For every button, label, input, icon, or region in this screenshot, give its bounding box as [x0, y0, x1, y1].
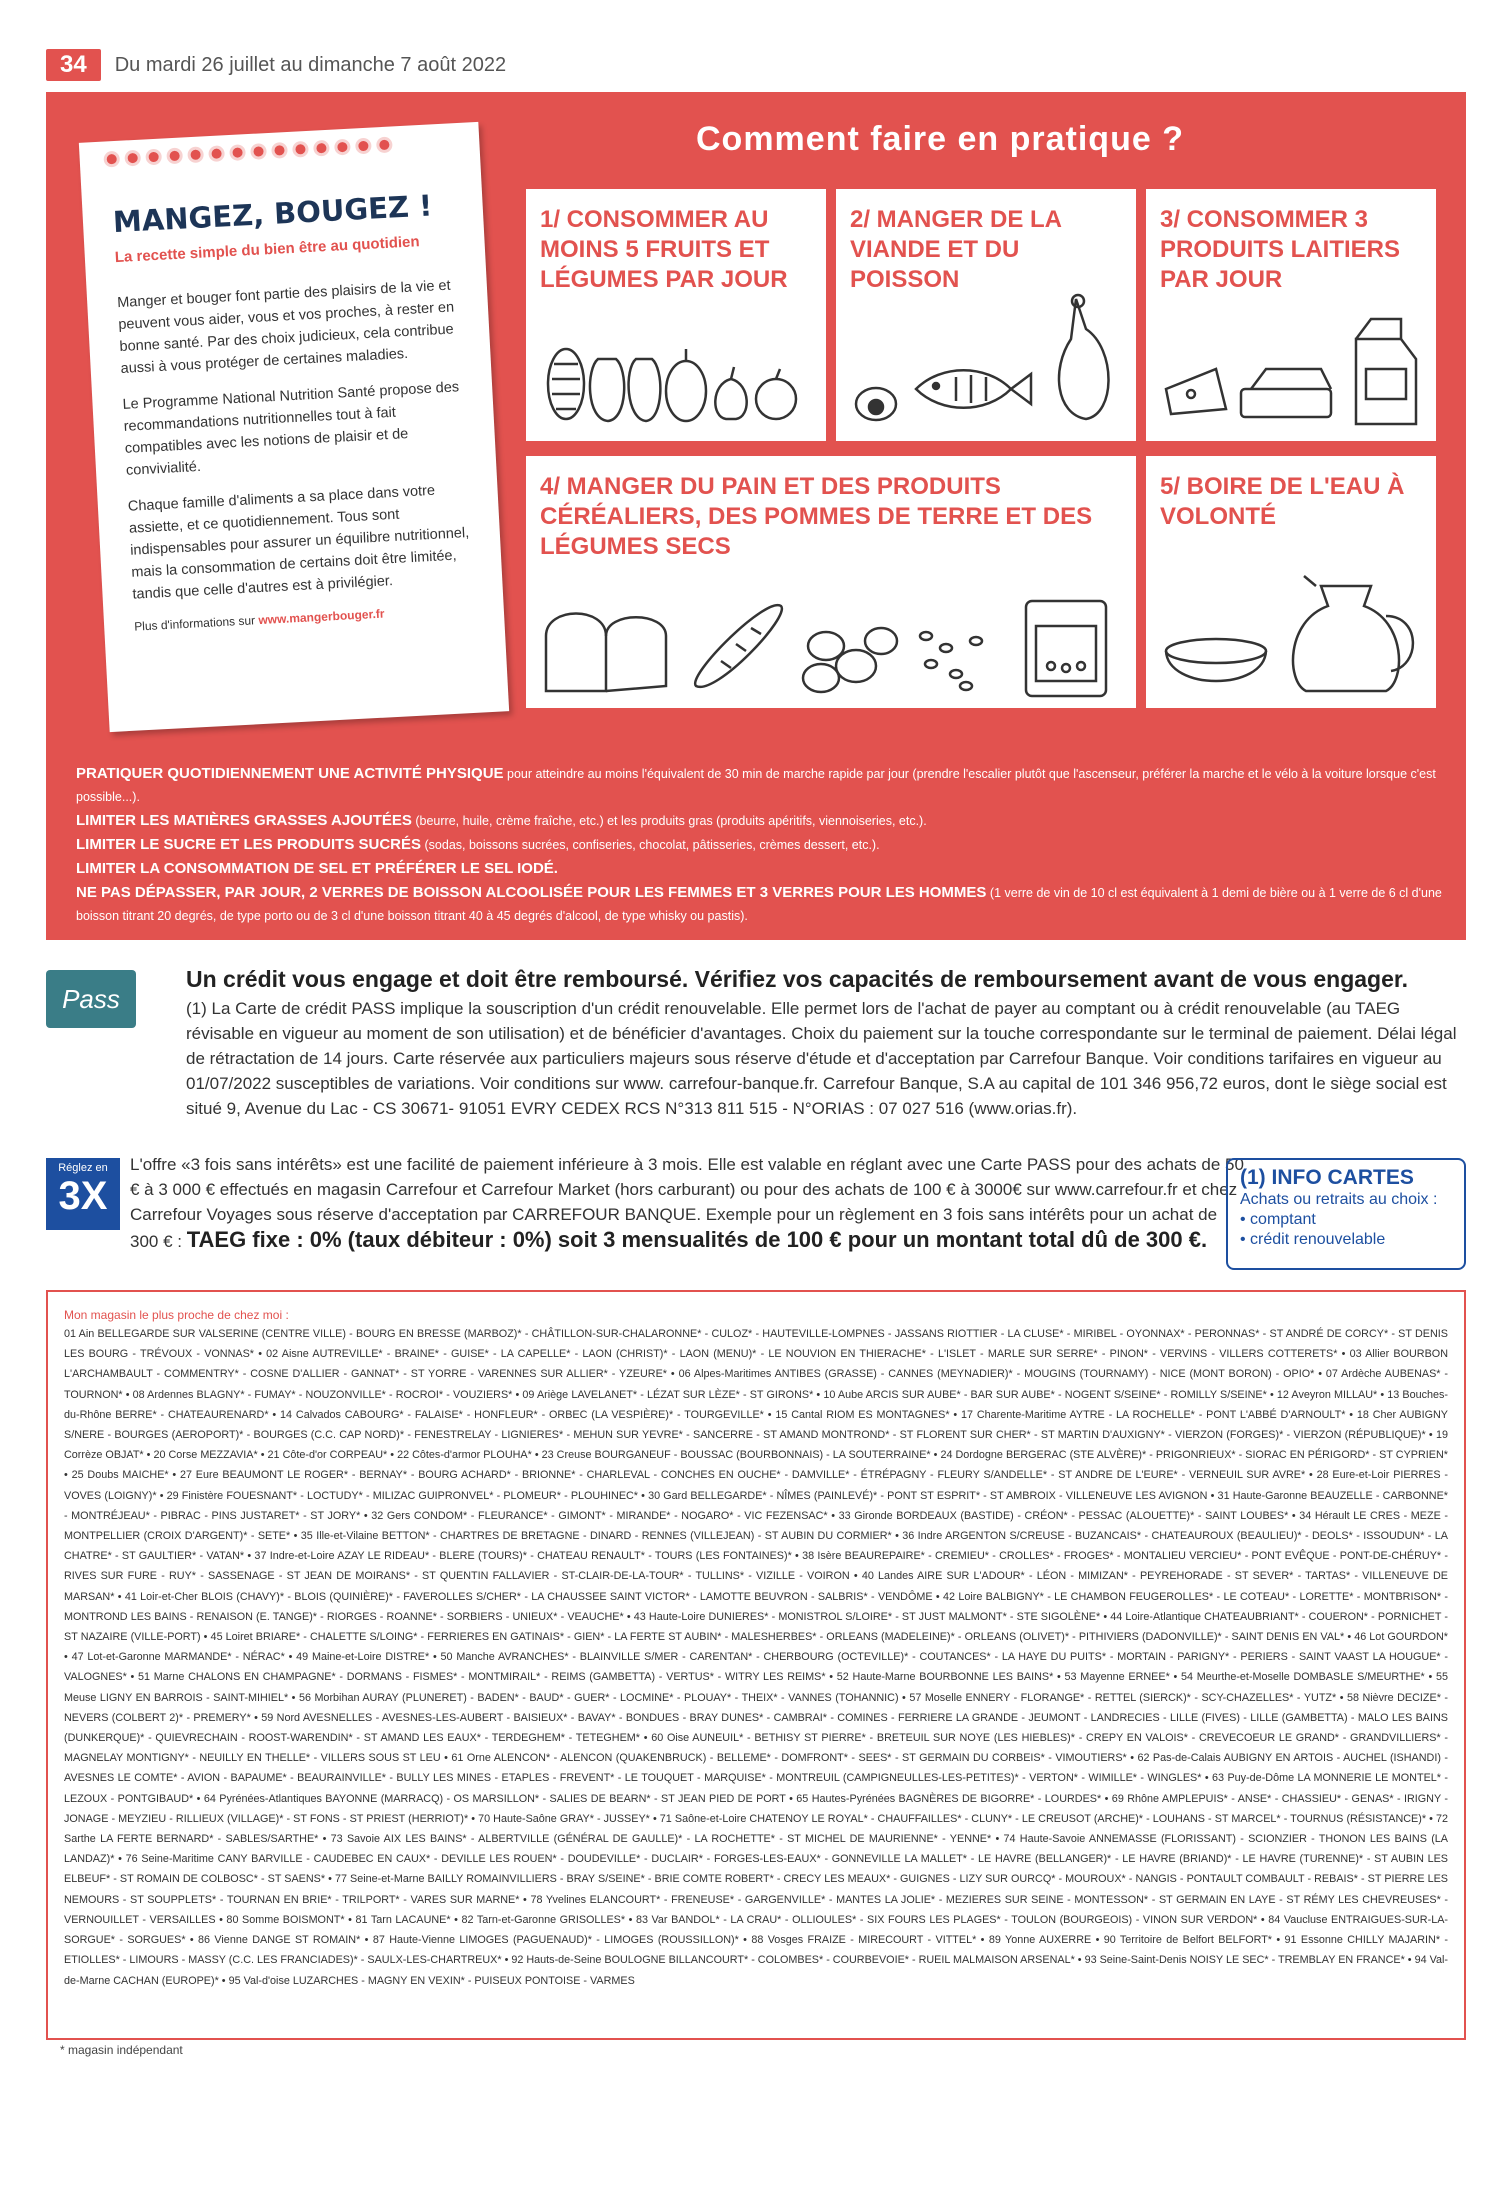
- food-box-bread-cereals: [526, 456, 1136, 708]
- stores-box: [46, 1290, 1466, 2040]
- three-x-taeg: TAEG fixe : 0% (taux débiteur : 0%) soit 3 mensualités de 100 € pour un montant total dû de 300 €.: [186, 1227, 1208, 1252]
- info-cards-box: [1226, 1158, 1466, 1270]
- bread-cereals-icon: [536, 586, 1126, 701]
- three-x-badge: Réglez en 3X: [46, 1158, 120, 1230]
- info-cards-line: Achats ou retraits au choix :: [1240, 1191, 1438, 1208]
- credit-legal-text: (1) La Carte de crédit PASS implique la souscription d'un crédit renouvelable. Elle permet lors de l'achat de payer au comptant ou à crédit renouvelable (au TAEG révisable en vigueur au moment de son utilisation) et de bénéficier d'avantages. Choix du paiement sur la touche correspondante sur le terminal de paiement. Délai légal de rétractation de 14 jours. Carte réservée aux particuliers majeurs sous réserve d'étude et d'acceptation par Carrefour Banque. Voir conditions tarifaires en vigueur au 01/07/2022 susceptibles de variations. Voir conditions sur www. carrefour-banque.fr. Carrefour Banque, S.A au capital de 101 346 956,72 euros, dont le siège social est situé 9, Avenue du Lac - CS 30671- 91051 EVRY CEDEX RCS N°313 811 515 - N°ORIAS : 07 027 516 (www.orias.fr).: [186, 999, 1457, 1118]
- page-number: 34: [46, 49, 101, 81]
- food-box-meat-fish: [836, 189, 1136, 441]
- food-box-title: 2/ MANGER DE LA VIANDE ET DU POISSON: [850, 206, 1062, 293]
- practice-title: Comment faire en pratique ?: [696, 120, 1184, 158]
- info-cards-line: • comptant: [1240, 1211, 1316, 1228]
- food-box-title: 1/ CONSOMMER AU MOINS 5 FRUITS ET LÉGUMES PAR JOUR: [540, 206, 788, 293]
- water-jug-icon: [1156, 566, 1426, 701]
- credit-headline: Un crédit vous engage et doit être remboursé. Vérifiez vos capacités de remboursement avant de vous engager.: [186, 966, 1408, 992]
- food-box-fruits-vegetables: [526, 189, 826, 441]
- notepad-paragraph: Le Programme National Nutrition Santé propose des recommandations nutritionnelles tout à fait compatibles avec les notions de plaisir et de convivialité.: [122, 379, 460, 479]
- date-range: Du mardi 26 juillet au dimanche 7 août 2022: [114, 53, 507, 76]
- notepad-paragraph: Manger et bouger font partie des plaisirs de la vie et peuvent vous aider, vous et vos proches, à rester en bonne santé. Par des choix judicieux, cela contribue aussi à vous protéger de certaines maladies.: [116, 277, 455, 377]
- nutrition-panel: [46, 92, 1466, 940]
- food-box-dairy: [1146, 189, 1436, 441]
- notepad-title: MANGEZ, BOUGEZ !: [112, 188, 434, 240]
- mangerbouger-link[interactable]: www.mangerbouger.fr: [258, 606, 385, 628]
- notepad-subtitle: La recette simple du bien être au quotidien: [114, 233, 420, 267]
- advice-item: LIMITER LA CONSOMMATION DE SEL ET PRÉFÉRER LE SEL IODÉ.: [76, 860, 558, 877]
- independent-store-note: * magasin indépendant: [60, 2043, 183, 2057]
- food-box-water: [1146, 456, 1436, 708]
- advice-item: PRATIQUER QUOTIDIENNEMENT UNE ACTIVITÉ PHYSIQUE pour atteindre au moins l'équivalent de 30 min de marche rapide par jour (prendre l'escalier plutôt que l'ascenseur, préférer la marche et le vélo à la voiture lorsque c'est possible...).: [76, 765, 1436, 804]
- three-x-text: L'offre «3 fois sans intérêts» est une facilité de paiement inférieure à 3 mois. Elle est valable en réglant avec une Carte PASS pour des achats de 50 € à 3 000 € effectués en magasin Carrefour et Carrefour Market (hors carburant) ou pour des achats de 100 € à 3000€ sur www.carrefour.fr et chez Carrefour Voyages sous réserve d'acceptation par CARREFOUR BANQUE. Exemple pour un règlement en 3 fois sans intérêts pour un achat de 300 € : TAEG fixe : 0% (taux débiteur : 0%) soit 3 mensualités de 100 € pour un montant total dû de 300 €.: [130, 1155, 1244, 1252]
- notepad-card: [79, 122, 509, 732]
- advice-item: LIMITER LE SUCRE ET LES PRODUITS SUCRÉS (sodas, boissons sucrées, confiseries, chocolat, pâtisseries, crèmes dessert, etc.).: [76, 836, 880, 853]
- pass-card-logo: Pass: [46, 970, 136, 1028]
- three-x-section: [46, 1152, 1466, 1272]
- stores-title: Mon magasin le plus proche de chez moi :: [64, 1308, 289, 1322]
- food-box-title: 4/ MANGER DU PAIN ET DES PRODUITS CÉRÉALIERS, DES POMMES DE TERRE ET DES LÉGUMES SECS: [540, 473, 1093, 560]
- more-info: Plus d'informations sur www.mangerbouger.fr: [133, 606, 385, 634]
- dairy-icon: [1156, 299, 1426, 429]
- meat-fish-icon: [846, 289, 1126, 429]
- fruits-vegetables-icon: [536, 329, 816, 429]
- food-box-title: 5/ BOIRE DE L'EAU À VOLONTÉ: [1160, 473, 1405, 530]
- stores-list: 01 Ain BELLEGARDE SUR VALSERINE (CENTRE VILLE) - BOURG EN BRESSE (MARBOZ)* - CHÂTILLON-SUR-CHALARONNE* - CULOZ* - HAUTEVILLE-LOMPNES - JASSANS RIOTTIER - LA CLUSE* - MIRIBEL - OYONNAX* - PERONNAS* - ST ANDRÉ DE CORCY* - ST DENIS LES BOURG - TRÉVOUX - VONNAS* • 02 Aisne AUTREVILLE* - BRAINE* - GUISE* - LA CAPELLE* - LAON (CHRIST)* - LAON (MENU)* - LE NOUVION EN THIERACHE* - L'ISLET - MARLE SUR SERRE* - PINON* - VERVINS - VILLERS COTTERETS* • 03 Allier BOURBON L'ARCHAMBAULT - COMMENTRY* - COSNE D'ALLIER - GANNAT* - ST YORRE - VARENNES SUR ALLIER* - YZEURE* • 06 Alpes-Maritimes ANTIBES (GRASSE) - CANNES (MEYNADIER)* - MOUGINS (TOURNAMY) - NICE (MONT BORON) - OPIO* • 07 Ardèche AUBENAS* - TOURNON* • 08 Ardennes BLAGNY* - FUMAY* - NOUZONVILLE* - ROCROI* - VOUZIERS* • 09 Ariège LAVELANET* - LÉZAT SUR LÈZE* - ST GIRONS* • 10 Aube ARCIS SUR AUBE* - BAR SUR AUBE* - NOGENT S/SEINE* - ROMILLY S/SEINE* • 12 Aveyron MILLAU* • 13 Bouches-du-Rhône BERRE* - CHATEAURENARD* • 14 Calvados CABOURG* - FALAISE* - HONFLEUR* - ORBEC (LA VESPIÈRE)* - TOURGEVILLE* • 15 Cantal RIOM ES MONTAGNES* • 17 Charente-Maritime AYTRE - LA ROCHELLE* - PONT L'ABBÉ D'ARNOULT* • 18 Cher AUBIGNY S/NERE - BOURGES (AEROPORT)* - BOURGES (C.C. CAP NORD)* - FENESTRELAY - LIGNIERES* - MEHUN SUR YEVRE* - SANCERRE - ST AMAND MONTROND* - ST FLORENT SUR CHER* - ST MARTIN D'AUXIGNY* - VIERZON (FORGES)* - VIERZON (RÉPUBLIQUE)* • 19 Corrèze OBJAT* • 20 Corse MEZZAVIA* • 21 Côte-d'or CORPEAU* • 22 Côtes-d'armor PLOUHA* • 23 Creuse BOURGANEUF - BOUSSAC (BOURBONNAIS) - LA SOUTERRAINE* • 24 Dordogne BERGERAC (STE ALVÈRE)* - PRIGONRIEUX* - SIORAC EN PÉRIGORD* - ST CYPRIEN* • 25 Doubs MAICHE* • 27 Eure BEAUMONT LE ROGER* - BERNAY* - BOURG ACHARD* - BRIONNE* - CHARLEVAL - CONCHES EN OUCHE* - DAMVILLE* - ÉTRÉPAGNY - FLEURY S/ANDELLE* - ST ANDRE DE L'EURE* - VERNEUIL SUR AVRE* • 28 Eure-et-Loir PIERRES - VOVES (LOIGNY)* • 29 Finistère FOUESNANT* - LOCTUDY* - MILIZAC GUIPRONVEL* - PLOMEUR* - PLOUHINEC* • 30 Gard BELLEGARDE* - NÎMES (PAINLEVÉ)* - PONT ST ESPRIT* - ST AMBROIX - VILLENEUVE LES AVIGNON • 31 Haute-Garonne BEAUZELLE - CARBONNE* - MONTRÉJEAU* - PIBRAC - PINS JUSTARET* - ST JORY* • 32 Gers CONDOM* - FLEURANCE* - GIMONT* - MIRANDE* - NOGARO* - VIC FEZENSAC* • 33 Gironde BORDEAUX (BASTIDE) - CRÉON* - PESSAC (ALOUETTE)* - SAINT LOUBES* • 34 Hérault LE CRES - MEZE - MONTPELLIER (CROIX D'ARGENT)* - SETE* • 35 Ille-et-Vilaine BETTON* - CHARTRES DE BRETAGNE - DINARD - RENNES (VILLEJEAN) - ST AUBIN DU CORMIER* • 36 Indre ARGENTON S/CREUSE - BUZANCAIS* - CHATEAUROUX (BEAULIEU)* - DEOLS* - ISSOUDUN* - LA CHATRE* - ST GAULTIER* - VATAN* • 37 Indre-et-Loire AZAY LE RIDEAU* - BLERE (TOURS)* - CHATEAU RENAULT* - TOURS (LES FONTAINES)* • 38 Isère BEAUREPAIRE* - CREMIEU* - CROLLES* - FROGES* - MONTALIEU VERCIEU* - PONT EVÊQUE - PONT-DE-CHÉRUY* - RIVES SUR FURE - RUY* - SASSENAGE - ST JEAN DE MOIRANS* - ST QUENTIN FALLAVIER - ST-CLAIR-DE-LA-TOUR* - TULLINS* - VIZILLE - VOIRON • 40 Landes AIRE SUR L'ADOUR* - LÉON - MIMIZAN* - PEYREHORADE - ST SEVER* - TARTAS* - VILLENEUVE DE MARSAN* • 41 Loir-et-Cher BLOIS (CHAVY)* - BLOIS (QUINIÈRE)* - FAVEROLLES S/CHER* - LA CHAUSSEE SAINT VICTOR* - LAMOTTE BEUVRON - SALBRIS* - VENDÔME • 42 Loire BALBIGNY* - LE CHAMBON FEUGEROLLES* - LE COTEAU* - LORETTE* - MONTBRISON* - MONTROND LES BAINS - RENAISON (E. TANGE)* - RIORGES - ROANNE* - SORBIERS - UNIEUX* - VEAUCHE* • 43 Haute-Loire DUNIERES* - MONISTROL S/LOIRE* - ST JUST MALMONT* - STE SIGOLÈNE* • 44 Loire-Atlantique CHATEAUBRIANT* - COUERON* - PORNICHET - ST NAZAIRE (VILLE-PORT) • 45 Loiret BRIARE* - CHALETTE S/LOING* - FERRIERES EN GATINAIS* - GIEN* - LA FERTE ST AUBIN* - MALESHERBES* - ORLEANS (MADELEINE)* - ORLEANS (OLIVET)* - PITHIVIERS (DADONVILLE)* - SAINT DENIS EN VAL* • 46 Lot GOURDON* • 47 Lot-et-Garonne MARMANDE* - NÉRAC* • 49 Maine-et-Loire DISTRE* • 50 Manche AVRANCHES* - BLAINVILLE S/MER - CARENTAN* - CHERBOURG (OCTEVILLE)* - COUTANCES* - LA HAYE DU PUITS* - MORTAIN - PARIGNY* - PERIERS - SAINT VAAST LA HOUGUE* - VALOGNES* • 51 Marne CHALONS EN CHAMPAGNE* - DORMANS - FISMES* - MONTMIRAIL* - REIMS (GAMBETTA) - VERTUS* - WITRY LES REIMS* • 52 Haute-Marne BOURBONNE LES BAINS* • 53 Mayenne ERNEE* • 54 Meurthe-et-Moselle DOMBASLE S/MEURTHE* • 55 Meuse LIGNY EN BARROIS - SAINT-MIHIEL* • 56 Morbihan AURAY (PLUNERET) - BADEN* - BAUD* - GUER* - LOCMINE* - PLOUAY* - THEIX* - VANNES (TOHANNIC) • 57 Moselle ENNERY - FLORANGE* - RETTEL (SIERCK)* - SCY-CHAZELLES* - YUTZ* • 58 Nièvre DECIZE* - NEVERS (COLBERT 2)* - PREMERY* • 59 Nord AVESNELLES - AVESNES-LES-AUBERT - BAISIEUX* - BAVAY* - BONDUES - BRAY DUNES* - CAMBRAI* - COMINES - FERRIERE LA GRANDE - JEUMONT - LANDRECIES - LILLE (FIVES) - LILLE (GAMBETTA) - MALO LES BAINS (DUNKERQUE)* - QUIEVRECHAIN - ROOST-WARENDIN* - ST AMAND LES EAUX* - TERDEGHEM* - TETEGHEM* • 60 Oise AUNEUIL* - BETHISY ST PIERRE* - BRETEUIL SUR NOYE (LES HIEBLES)* - CREPY EN VALOIS* - CREVECOEUR LE GRAND* - GRANDVILLIERS* - MAGNELAY MONTIGNY* - NEUILLY EN THELLE* - VILLERS SOUS ST LEU • 61 Orne ALENCON* - ALENCON (QUAKENBRUCK) - BELLEME* - DOMFRONT* - SEES* - ST GERMAIN DU CORBEIS* - VIMOUTIERS* • 62 Pas-de-Calais AUBIGNY EN ARTOIS - AUCHEL (ISHANDI) - AVESNES LE COMTE* - AVION - BAPAUME* - BEAURAINVILLE* - BULLY LES MINES - ETAPLES - FREVENT* - LE TOUQUET - MARQUISE* - MONTREUIL (CAMPIGNEULLES-LES-PETITES)* - VERTON* - WIMILLE* - WINGLES* • 63 Puy-de-Dôme LA MONNERIE LE MONTEL* - LEZOUX - PONTGIBAUD* • 64 Pyrénées-Atlantiques BAYONNE (MARRACQ) - OS MARSILLON* - SALIES DE BEARN* - ST JEAN PIED DE PORT • 65 Hautes-Pyrénées BAGNÈRES DE BIGORRE* - LOURDES* • 69 Rhône AMPLEPUIS* - ANSE* - CHASSIEU* - GENAS* - IRIGNY - JONAGE - MEYZIEU - RILLIEUX (VILLAGE)* - ST FONS - ST PRIEST (HERRIOT)* • 70 Haute-Saône GRAY* - JUSSEY* • 71 Saône-et-Loire CHATENOY LE ROYAL* - CHAUFFAILLES* - CLUNY* - LE CREUSOT (ARCHE)* - LOUHANS - ST MARCEL* - TOURNUS (RÉSISTANCE)* • 72 Sarthe LA FERTE BERNARD* - SABLES/SARTHE* • 73 Savoie AIX LES BAINS* - ALBERTVILLE (GÉNÉRAL DE GAULLE)* - LA ROCHETTE* - ST MICHEL DE MAURIENNE* - YENNE* • 74 Haute-Savoie ANNEMASSE (FLORISSANT) - SCIONZIER - THONON LES BAINS (LA LANDAZ)* • 76 Seine-Maritime CANY BARVILLE - CAUDEBEC EN CAUX* - DEVILLE LES ROUEN* - DOUDEVILLE* - DUCLAIR* - FORGES-LES-EAUX* - GONNEVILLE LA MALLET* - LE HAVRE (BELLANGER)* - LE HAVRE (BRIAND)* - LE HAVRE (TURENNE)* - ST AUBIN LES ELBEUF* - ST ROMAIN DE COLBOSC* - ST SAENS* • 77 Seine-et-Marne BAILLY ROMAINVILLIERS - BRAY S/SEINE* - BRIE COMTE ROBERT* - CRECY LES MEAUX* - GUIGNES - LIZY SUR OURCQ* - MOUROUX* - NANGIS - PONTAULT COMBAULT - REBAIS* - ST PIERRE LES NEMOURS - ST SOUPPLETS* - TOURNAN EN BRIE* - TRILPORT* - VARES SUR MARNE* • 78 Yvelines ELANCOURT* - FRENEUSE* - GARGENVILLE* - MANTES LA JOLIE* - MEZIERES SUR SEINE - MONTESSON* - ST GERMAIN EN LAYE - ST RÉMY LES CHEVREUSES* - VERNOUILLET - VERSAILLES • 80 Somme BOISMONT* • 81 Tarn LACAUNE* • 82 Tarn-et-Garonne GRISOLLES* • 83 Var BANDOL* - LA CRAU* - OLLIOULES* - SIX FOURS LES PLAGES* - TOULON (BOURGEOIS) - VINON SUR VERDON* • 84 Vaucluse ENTRAIGUES-SUR-LA-SORGUE* - SORGUES* • 86 Vienne DANGE ST ROMAIN* • 87 Haute-Vienne LIMOGES (PAGUENAUD)* - LIMOGES (ROUSSILLON)* • 88 Vosges FRAIZE - MIRECOURT - VITTEL* • 89 Yonne AUXERRE • 90 Territoire de Belfort BELFORT* • 91 Essonne CHILLY MAJARIN* - ETIOLLES* - LIMOURS - MASSY (C.C. LES FRANCIADES)* - SAULX-LES-CHARTREUX* • 92 Hauts-de-Seine BOULOGNE BILLANCOURT* - COLOMBES* - COURBEVOIE* - RUEIL MALMAISON ARSENAL* • 93 Seine-Saint-Denis NOISY LE SEC* - TREMBLAY EN FRANCE* • 94 Val-de-Marne CACHAN (EUROPE)* • 95 Val-d'oise LUZARCHES - MAGNY EN VEXIN* - PUISEUX PONTOISE - VARMES: [64, 1328, 1448, 1987]
- advice-item: NE PAS DÉPASSER, PAR JOUR, 2 VERRES DE BOISSON ALCOOLISÉE POUR LES FEMMES ET 3 VERRES POUR LES HOMMES (1 verre de vin de 10 cl est équivalent à 1 demi de bière ou à 1 verre de 6 cl d'une boisson titrant 20 degrés, de type porto ou de 3 cl d'une boisson titrant 40 à 45 degrés d'alcool, de type whisky ou pastis).: [76, 884, 1442, 923]
- info-cards-line: • crédit renouvelable: [1240, 1231, 1386, 1248]
- info-cards-title: (1) INFO CARTES: [1240, 1166, 1414, 1189]
- notepad-rings: [103, 136, 392, 167]
- food-box-title: 3/ CONSOMMER 3 PRODUITS LAITIERS PAR JOUR: [1160, 206, 1401, 293]
- advice-list: [76, 762, 1446, 928]
- page-header: [46, 48, 506, 82]
- notepad-paragraph: Chaque famille d'aliments a sa place dans votre assiette, et ce quotidiennement. Tous sont indispensables pour assurer un équilibre nutritionnel, mais la consommation de certains doit être limitée, tandis que celle d'autres est à privilégier.: [127, 482, 470, 603]
- advice-item: LIMITER LES MATIÈRES GRASSES AJOUTÉES (beurre, huile, crème fraîche, etc.) et les produits gras (produits apéritifs, viennoiseries, etc.).: [76, 812, 927, 829]
